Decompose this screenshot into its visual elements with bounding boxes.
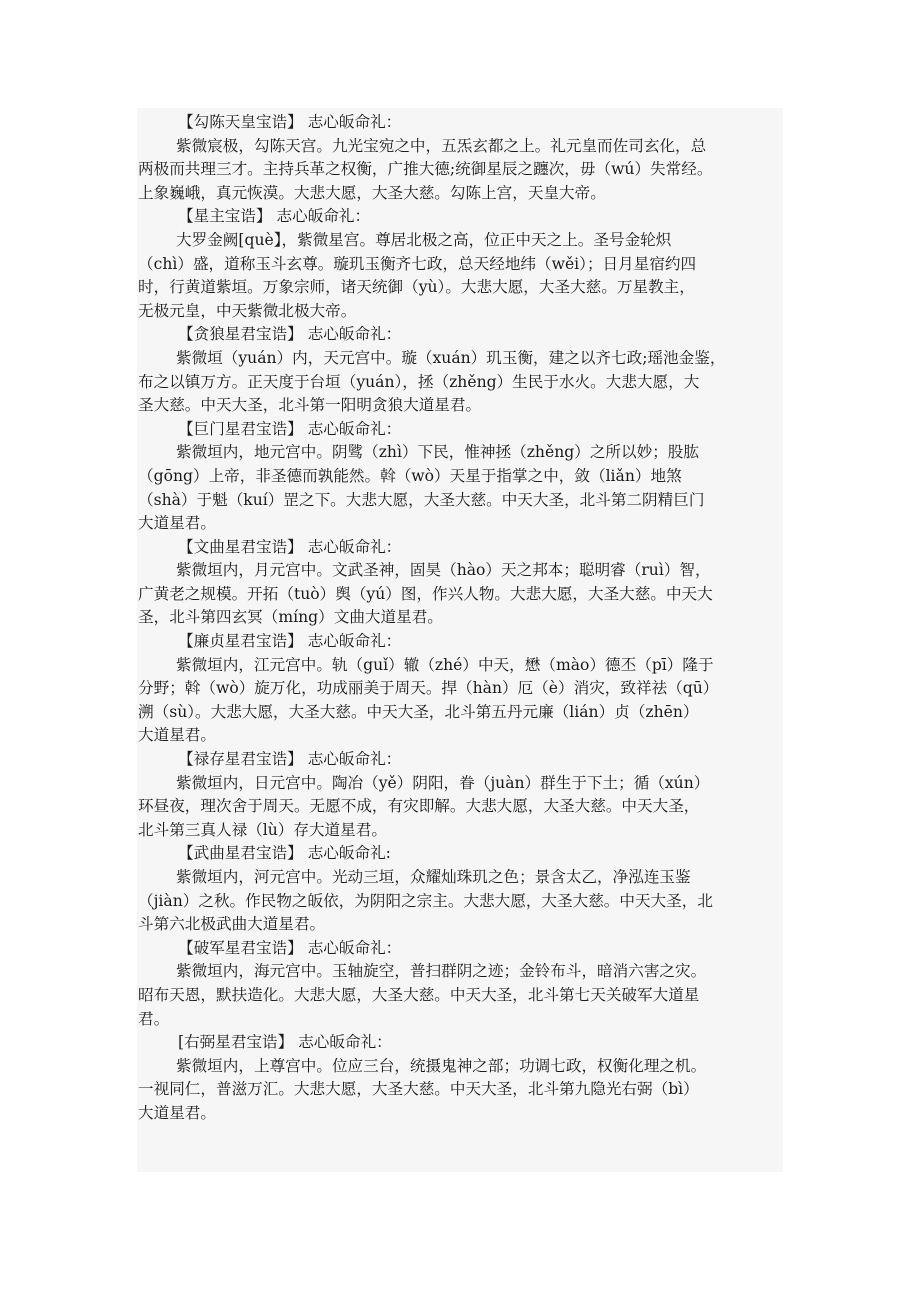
- paragraph-line: 上象巍峨，真元恢漠。大悲大愿，大圣大慈。勾陈上宫，天皇大帝。: [138, 183, 606, 202]
- paragraph-line: 君。: [138, 1009, 170, 1028]
- section-heading: [右弼星君宝诰】 志心皈命礼：: [178, 1033, 392, 1052]
- paragraph-line: 斗第六北极武曲大道星君。: [138, 915, 326, 934]
- paragraph-line: 广黄老之规模。开拓（tuò）舆（yú）图，作兴人物。大悲大愿，大圣大慈。中天大: [138, 584, 713, 603]
- paragraph-line: 紫微宸极，勾陈天宫。九光宝宛之中，五炁玄都之上。礼元皇而佐司玄化，总: [176, 136, 707, 155]
- document-text: [138, 111, 788, 1126]
- paragraph-line: 紫微垣内，上尊宫中。位应三台，统摄鬼神之部；功调七政，权衡化理之机。: [176, 1056, 707, 1075]
- paragraph-line: 时，行黄道紫垣。万象宗师，诸天统御（yù）。大悲大愿，大圣大慈。万星教主，: [138, 278, 695, 297]
- paragraph-line: 紫微垣内，海元宫中。玉轴旋空，普扫群阴之迹；金铃布斗，暗消六害之灾。: [176, 962, 707, 981]
- paragraph-line: 无极元皇，中天紫微北极大帝。: [138, 301, 357, 320]
- paragraph-line: 大罗金阙[què】，紫微星宫。尊居北极之高，位正中天之上。圣号金轮炽: [176, 230, 672, 249]
- paragraph-line: 圣大慈。中天大圣，北斗第一阳明贪狼大道星君。: [138, 396, 482, 415]
- paragraph-line: 昭布天恩，默扶造化。大悲大愿，大圣大慈。中天大圣，北斗第七天关破军大道星: [138, 985, 700, 1004]
- paragraph-line: 大道星君。: [138, 726, 216, 745]
- paragraph-line: 大道星君。: [138, 1103, 216, 1122]
- section-heading: 【廉贞星君宝诰】 志心皈命礼：: [178, 632, 402, 651]
- section-heading: 【武曲星君宝诰】 志心皈命礼:: [178, 844, 391, 863]
- paragraph-line: 分野；斡（wò）旋万化，功成丽美于周天。捍（hàn）厄（è）消灾，致祥祛（qū）: [138, 679, 719, 698]
- paragraph-line: 紫微垣（yuán）内，天元宫中。璇（xuán）玑玉衡，建之以齐七政;瑶池金鉴，: [176, 348, 726, 367]
- paragraph-line: 北斗第三真人禄（lù）存大道星君。: [138, 820, 387, 839]
- paragraph-line: 圣，北斗第四玄冥（míng）文曲大道星君。: [138, 608, 443, 627]
- paragraph-line: 紫微垣内，地元宫中。阴骘（zhì）下民，惟神拯（zhěng）之所以妙；股肱: [176, 443, 699, 462]
- paragraph-line: 紫微垣内，日元宫中。陶冶（yě）阴阳，眷（juàn）群生于下土；循（xún）: [176, 773, 710, 792]
- section-heading: 【勾陈天皇宝诰】 志心皈命礼：: [178, 113, 402, 131]
- paragraph-line: 紫微垣内，河元宫中。光动三垣，众耀灿珠玑之色；景含太乙，净泓连玉鉴: [176, 868, 691, 886]
- section-heading: 【贪狼星君宝诰】 志心皈命礼：: [178, 325, 402, 344]
- paragraph-line: 溯（sù）。大悲大愿，大圣大慈。中天大圣，北斗第五丹元廉（lián）贞（zhēn）: [138, 702, 699, 721]
- paragraph-line: 紫微垣内，月元宫中。文武圣神，固昊（hào）天之邦本；聪明睿（ruì）智，: [176, 561, 711, 580]
- paragraph-line: 两极而共理三才。主持兵革之权衡，广推大德;统御星辰之躔次，毋（wú）失常经。: [138, 160, 713, 179]
- paragraph-line: 环昼夜，理次舍于周天。无愿不成，有灾即解。大悲大愿，大圣大慈。中天大圣，: [138, 797, 700, 816]
- section-heading: 【星主宝诰】 志心皈命礼：: [178, 207, 371, 226]
- paragraph-line: 布之以镇万方。正天度于台垣（yuán），拯（zhěng）生民于水火。大悲大愿，大: [138, 372, 700, 391]
- paragraph-line: 紫微垣内，江元宫中。轨（guǐ）辙（zhé）中天，懋（mào）德丕（pī）隆于: [176, 655, 714, 674]
- paragraph-line: （shà）于魁（kuí）罡之下。大悲大愿，大圣大慈。中天大圣，北斗第二阴精巨门: [138, 490, 705, 509]
- section-heading: 【禄存星君宝诰】 志心皈命礼：: [178, 750, 402, 769]
- paragraph-line: 一视同仁，普滋万汇。大悲大愿，大圣大慈。中天大圣，北斗第九隐光右弼（bì）: [138, 1080, 699, 1099]
- paragraph-line: （chì）盛，道称玉斗玄尊。璇玑玉衡齐七政，总天经地纬（wěi）；日月星宿约四: [138, 254, 697, 273]
- paragraph-line: 大道星君。: [138, 514, 216, 533]
- section-heading: 【破军星君宝诰】 志心皈命礼：: [178, 938, 402, 957]
- section-heading: 【巨门星君宝诰】 志心皈命礼：: [178, 419, 402, 438]
- section-heading: 【文曲星君宝诰】 志心皈命礼：: [178, 537, 402, 556]
- paragraph-line: （gōng）上帝，非圣德而孰能然。斡（wò）天星于指掌之中，敛（liǎn）地煞: [138, 466, 682, 485]
- paragraph-line: （jiàn）之秋。作民物之皈依，为阴阳之宗主。大悲大愿，大圣大慈。中天大圣，北: [138, 891, 713, 910]
